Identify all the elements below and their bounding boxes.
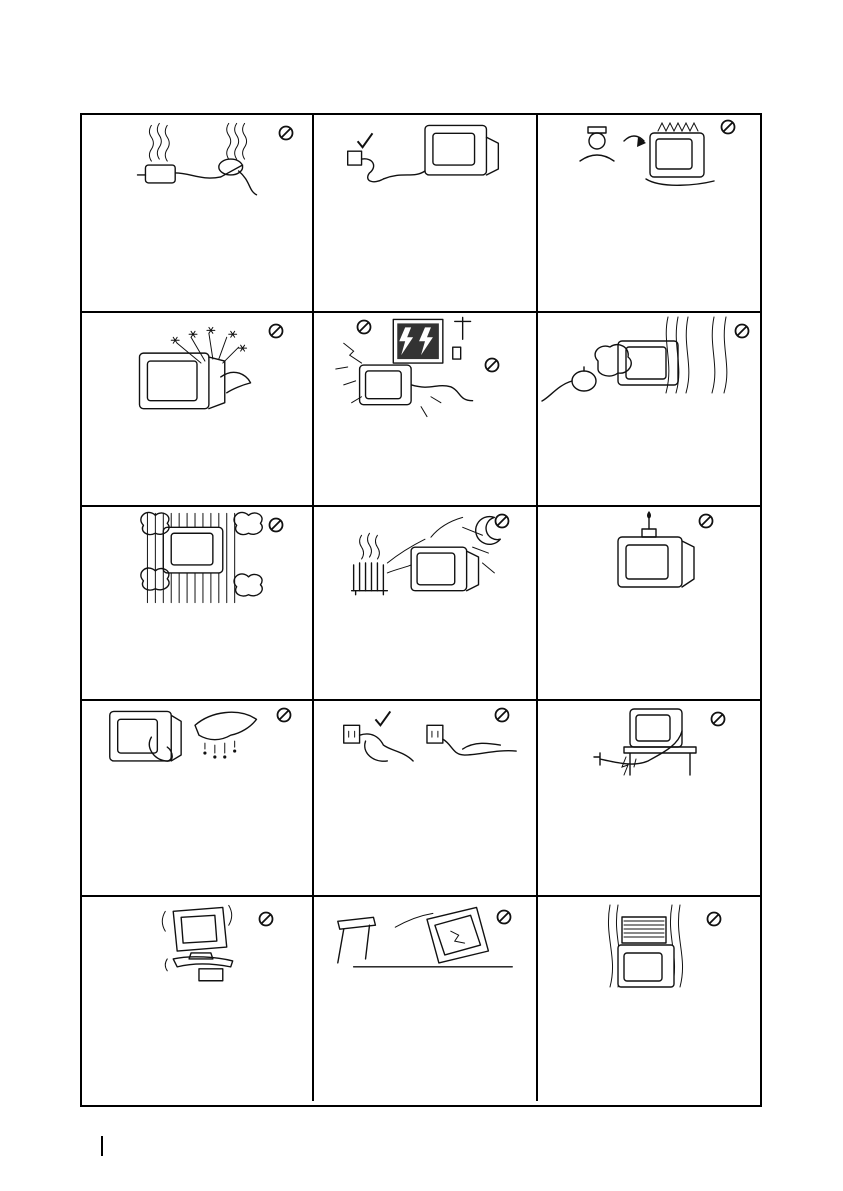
prohibited-icon xyxy=(356,319,372,335)
panel-objects-on-top xyxy=(538,897,760,1101)
lightning-storm-icon xyxy=(314,313,536,423)
panel-pull-plug-by-body xyxy=(314,701,538,897)
prohibited-icon xyxy=(698,513,714,529)
candle-on-tv-icon xyxy=(538,507,760,617)
panel-candle-on-tv xyxy=(538,507,760,701)
moisture-steam-icon xyxy=(538,313,760,423)
panel-blocked-ventilation xyxy=(82,507,314,701)
panel-plug-into-outlet xyxy=(314,115,538,313)
panel-overheated-plugs xyxy=(82,115,314,313)
prohibited-icon xyxy=(278,125,294,141)
panel-lightning-storm xyxy=(314,313,538,507)
prohibited-icon xyxy=(496,909,512,925)
prohibited-icon xyxy=(494,707,510,723)
prohibited-icon xyxy=(494,513,510,529)
safety-illustration-grid xyxy=(80,113,762,1107)
prohibited-icon xyxy=(706,911,722,927)
prohibited-icon xyxy=(276,707,292,723)
panel-wet-cloth-cleaning xyxy=(82,701,314,897)
prohibited-icon xyxy=(484,357,500,373)
page-footer-rule xyxy=(101,1136,103,1156)
prohibited-icon xyxy=(268,517,284,533)
panel-falling-tv xyxy=(314,897,538,1101)
prohibited-icon xyxy=(268,323,284,339)
panel-damaged-power-cord xyxy=(538,701,760,897)
panel-moisture-steam xyxy=(538,313,760,507)
prohibited-icon xyxy=(734,323,750,339)
prohibited-icon xyxy=(720,119,736,135)
panel-heat-and-sunlight xyxy=(314,507,538,701)
prohibited-icon xyxy=(258,911,274,927)
unstable-stand-icon xyxy=(82,897,312,1007)
panel-service-technician xyxy=(538,115,760,313)
panel-objects-into-openings xyxy=(82,313,314,507)
objects-on-top-icon xyxy=(538,897,760,1007)
prohibited-icon xyxy=(710,711,726,727)
panel-unstable-stand xyxy=(82,897,314,1101)
plug-into-wall-outlet-icon xyxy=(314,115,536,225)
damaged-power-cord-icon xyxy=(538,701,760,811)
